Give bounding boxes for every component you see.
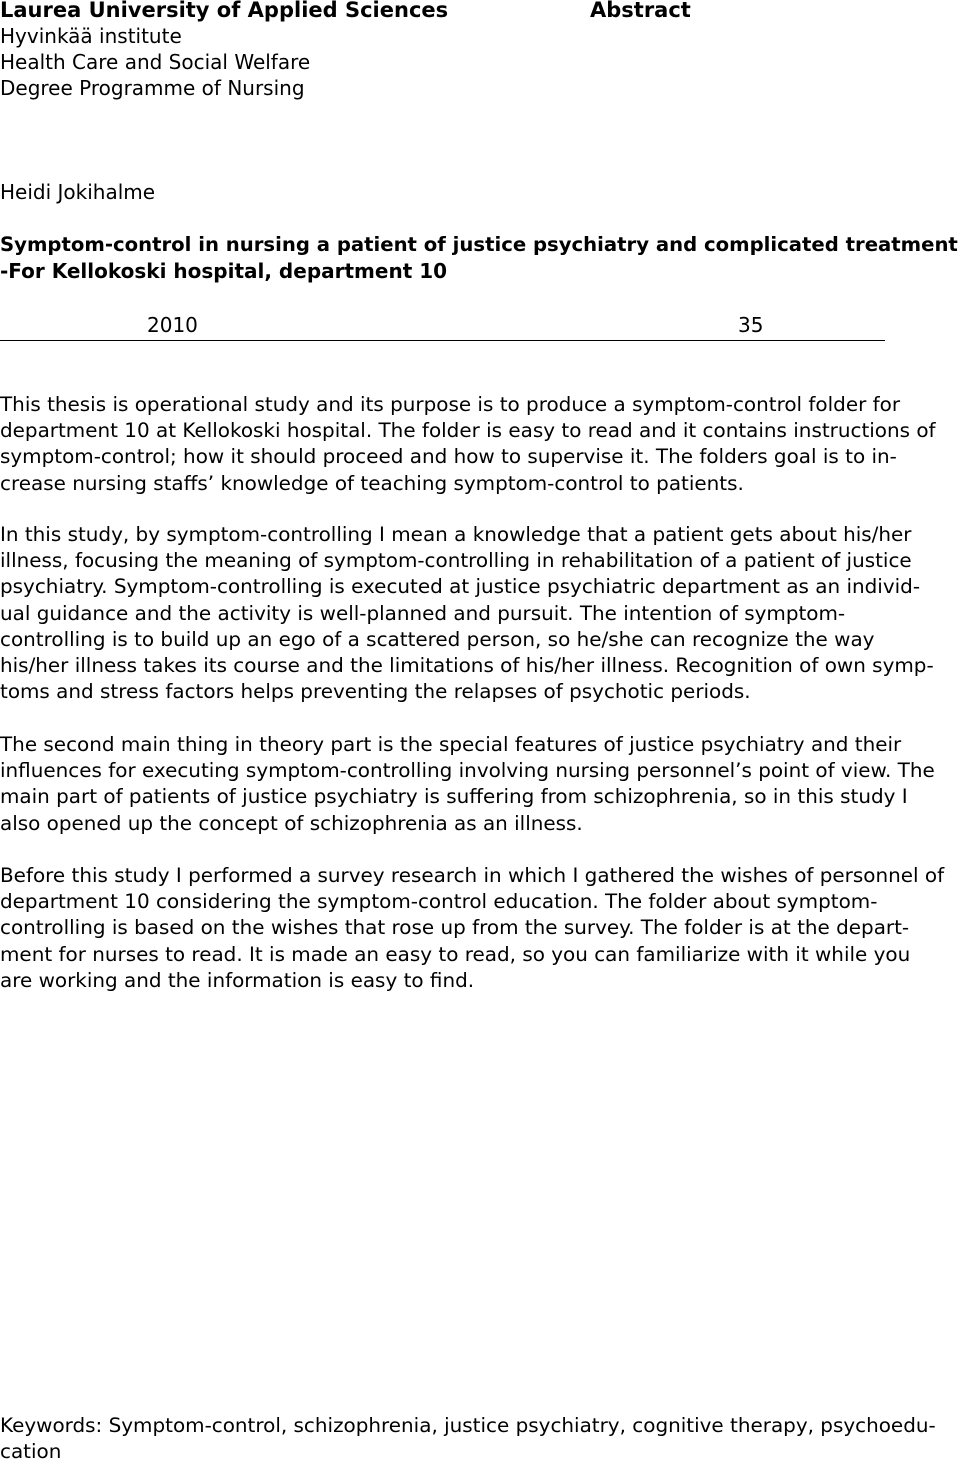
institution-name: Laurea University of Applied Sciences [0, 0, 449, 22]
text-line: also opened up the concept of schizophrenia as an illness. [0, 810, 583, 835]
abstract-paragraph-1 [0, 391, 960, 496]
text-line: controlling is to build up an ego of a scattered person, so he/she can recognize the way [0, 626, 875, 651]
text-line: symptom-control; how it should proceed and how to supervise it. The folders goal is to in- [0, 444, 897, 469]
author-name: Heidi Jokihalme [0, 180, 156, 204]
text-line: illness, focusing the meaning of symptom-controlling in rehabilitation of a patient of justice [0, 548, 912, 573]
text-line: Before this study I performed a survey research in which I gathered the wishes of personnel of [0, 863, 945, 887]
page-count: 35 [738, 313, 764, 337]
keywords [0, 1412, 960, 1464]
thesis-title: Symptom-control in nursing a patient of justice psychiatry and complicated treatment [0, 233, 958, 256]
abstract-paragraph-3 [0, 731, 960, 836]
text-line: main part of patients of justice psychiatry is suffering from schizophrenia, so in this study I [0, 784, 908, 809]
text-line: department 10 considering the symptom-control education. The folder about symptom- [0, 889, 878, 914]
text-line: department 10 at Kellokoski hospital. The folder is easy to read and it contains instructions of [0, 418, 936, 443]
degree-programme-line: Degree Programme of Nursing [0, 76, 305, 100]
abstract-heading: Abstract [590, 0, 691, 22]
text-line: controlling is based on the wishes that rose up from the survey. The folder is at the depart- [0, 915, 910, 940]
year: 2010 [147, 313, 198, 337]
faculty-line: Health Care and Social Welfare [0, 50, 311, 74]
text-line: ual guidance and the activity is well-planned and pursuit. The intention of symptom- [0, 600, 846, 625]
text-line: crease nursing staffs’ knowledge of teaching symptom-control to patients. [0, 470, 744, 495]
keywords-line: Keywords: Symptom-control, schizophrenia, justice psychiatry, cognitive therapy, psychoedu- [0, 1413, 936, 1437]
campus-line: Hyvinkää institute [0, 24, 182, 48]
text-line: are working and the information is easy to find. [0, 967, 475, 992]
abstract-paragraph-4 [0, 862, 960, 993]
meta-divider [0, 340, 885, 341]
abstract-paragraph-2 [0, 521, 960, 704]
text-line: This thesis is operational study and its purpose is to produce a symptom-control folder for [0, 392, 901, 416]
text-line: In this study, by symptom-controlling I mean a knowledge that a patient gets about his/her [0, 522, 912, 546]
thesis-subtitle: -For Kellokoski hospital, department 10 [0, 259, 448, 283]
text-line: his/her illness takes its course and the limitations of his/her illness. Recognition of own symp- [0, 653, 934, 678]
keywords-line: cation [0, 1439, 62, 1464]
text-line: toms and stress factors helps preventing the relapses of psychotic periods. [0, 679, 751, 704]
text-line: influences for executing symptom-controlling involving nursing personnel’s point of view. The [0, 758, 935, 783]
text-line: ment for nurses to read. It is made an easy to read, so you can familiarize with it while you [0, 941, 911, 966]
text-line: psychiatry. Symptom-controlling is executed at justice psychiatric department as an individ- [0, 574, 921, 599]
text-line: The second main thing in theory part is the special features of justice psychiatry and their [0, 732, 902, 756]
